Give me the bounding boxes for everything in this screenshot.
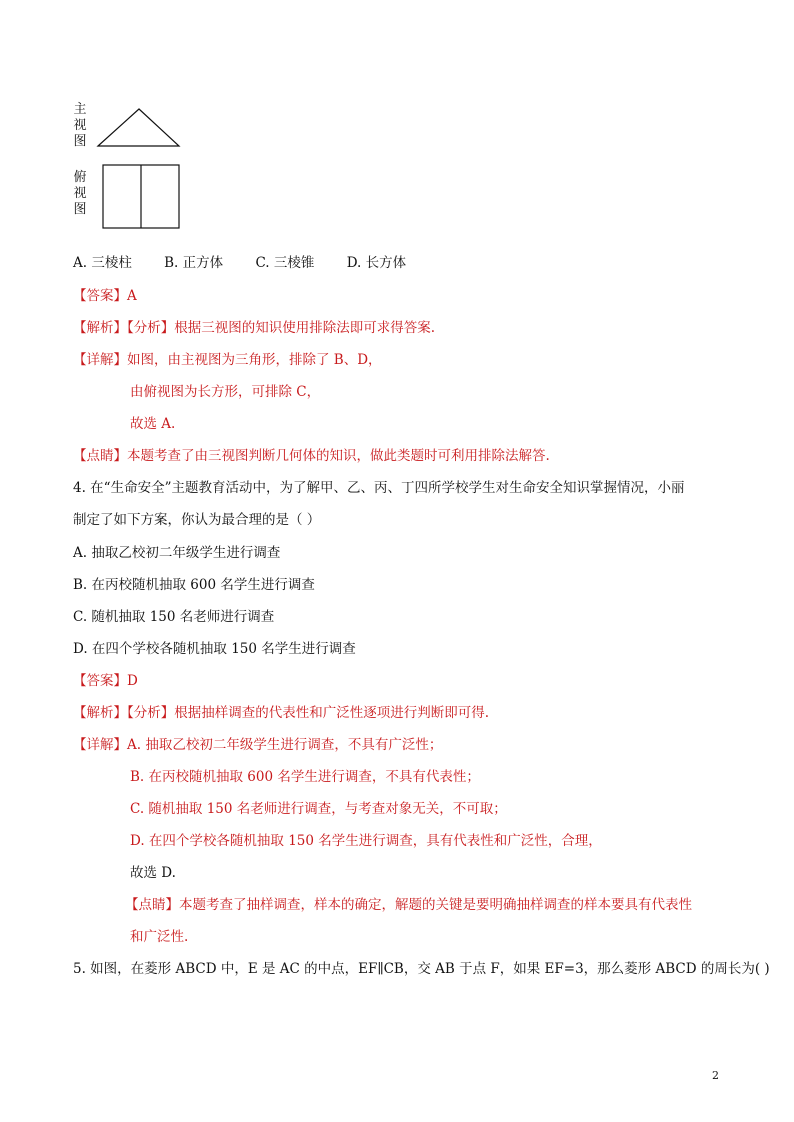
q3-comment: 【点睛】本题考查了由三视图判断几何体的知识，做此类题时可利用排除法解答. — [73, 448, 550, 464]
q3-option-b: B. 正方体 — [164, 255, 224, 271]
q3-detail-line: 故选 A. — [130, 416, 176, 432]
q4-detail-line: D. 在四个学校各随机抽取 150 名学生进行调查，具有代表性和广泛性，合理， — [130, 833, 602, 849]
q3-option-d: D. 长方体 — [346, 255, 407, 271]
q3-option-c: C. 三棱锥 — [255, 255, 315, 271]
q3-detail-line: 【详解】如图，由主视图为三角形，排除了 B、D， — [73, 352, 382, 368]
q4-option-d: D. 在四个学校各随机抽取 150 名学生进行调查 — [73, 641, 356, 657]
q4-conclusion: 故选 D. — [130, 865, 176, 881]
q4-option-a: A. 抽取乙校初二年级学生进行调查 — [73, 545, 281, 561]
q4-option-c: C. 随机抽取 150 名老师进行调查 — [73, 609, 275, 625]
q4-detail-line: B. 在丙校随机抽取 600 名学生进行调查，不具有代表性； — [130, 769, 480, 785]
q4-answer: 【答案】D — [73, 673, 138, 689]
front-view-triangle — [96, 106, 182, 148]
front-view-label: 主 视 图 — [73, 102, 87, 149]
q5-stem: 5. 如图，在菱形 ABCD 中，E 是 AC 的中点，EF∥CB，交 AB 于点 F，如果 EF=3，那么菱形 ABCD 的周长为( ) — [73, 961, 770, 977]
q4-stem-line: 4. 在“生命安全”主题教育活动中，为了解甲、乙、丙、丁四所学校学生对生命安全知识掌握情况，小丽 — [73, 480, 685, 496]
q3-option-a: A. 三棱柱 — [73, 255, 132, 271]
q3-answer: 【答案】A — [73, 288, 137, 304]
page-number: 2 — [712, 1069, 719, 1082]
q4-analysis: 【解析】【分析】根据抽样调查的代表性和广泛性逐项进行判断即可得. — [73, 705, 490, 721]
top-view-rectangle — [102, 164, 182, 230]
q3-detail-line: 由俯视图为长方形，可排除 C， — [130, 384, 321, 400]
q4-comment-line: 和广泛性. — [130, 929, 189, 945]
q4-option-b: B. 在丙校随机抽取 600 名学生进行调查 — [73, 577, 315, 593]
q4-detail-line: C. 随机抽取 150 名老师进行调查，与考查对象无关，不可取； — [130, 801, 507, 817]
q4-comment-line: 【点睛】本题考查了抽样调查，样本的确定，解题的关键是要明确抽样调查的样本要具有代表性 — [125, 897, 692, 913]
q4-detail-line: 【详解】A. 抽取乙校初二年级学生进行调查，不具有广泛性； — [73, 737, 443, 753]
top-view-label: 俯 视 图 — [73, 170, 87, 217]
q3-analysis: 【解析】【分析】根据三视图的知识使用排除法即可求得答案. — [73, 320, 436, 336]
q3-options — [73, 251, 434, 271]
q4-stem-line: 制定了如下方案，你认为最合理的是（ ） — [73, 512, 321, 528]
